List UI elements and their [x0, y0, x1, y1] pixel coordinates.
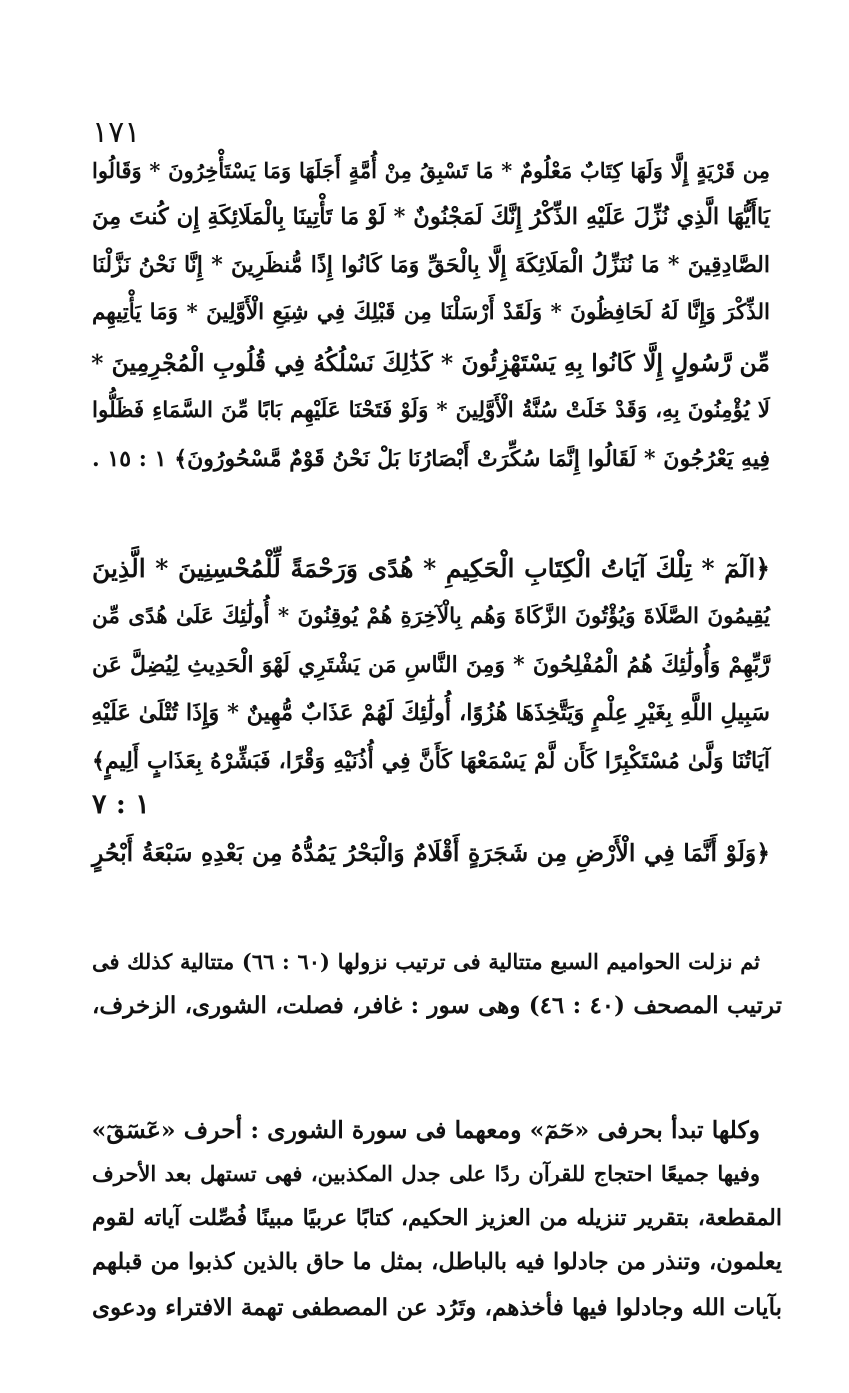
verse-line: يُقِيمُونَ الصَّلَاةَ وَيُؤْتُونَ الزَّكَاةَ وَهُم بِالْآخِرَةِ هُمْ يُوقِنُونَ * أُولَٰئِكَ عَلَىٰ هُدًى مِّن: [92, 604, 770, 629]
verse-line: لَا يُؤْمِنُونَ بِهِ، وَقَدْ خَلَتْ سُنَّةُ الْأَوَّلِينَ * وَلَوْ فَتَحْنَا عَلَيْهِم بَابًا مِّنَ السَّمَاءِ فَظَلُّوا: [92, 398, 770, 423]
verse-line: يَاأَيُّهَا الَّذِي نُزِّلَ عَلَيْهِ الذِّكْرُ إِنَّكَ لَمَجْنُونٌ * لَوْ مَا تَأْتِينَا بِالْمَلَائِكَةِ إِن كُنتَ مِنَ: [92, 204, 770, 230]
prose-line: ترتيب المصحف (٤٠ : ٤٦) وهى سور : غافر، فصلت، الشورى، الزخرف،: [92, 992, 782, 1019]
page-number: ١٧١: [92, 115, 141, 150]
verse-line: ﴿الٓمٓ * تِلْكَ آيَاتُ الْكِتَابِ الْحَكِيمِ * هُدًى وَرَحْمَةً لِّلْمُحْسِنِينَ * الَّذِينَ: [92, 554, 770, 583]
verse-line: مِن قَرْيَةٍ إِلَّا وَلَهَا كِتَابٌ مَعْلُومٌ * مَا تَسْبِقُ مِنْ أُمَّةٍ أَجَلَهَا وَمَا يَسْتَأْخِرُونَ * وَقَالُوا: [92, 158, 770, 183]
verse-line: الذِّكْرَ وَإِنَّا لَهُ لَحَافِظُونَ * وَلَقَدْ أَرْسَلْنَا مِن قَبْلِكَ فِي شِيَعِ الْأَوَّلِينَ * وَمَا يَأْتِيهِم: [92, 300, 770, 325]
verse-line: ﴿وَلَوْ أَنَّمَا فِي الْأَرْضِ مِن شَجَرَةٍ أَقْلَامٌ وَالْبَحْرُ يَمُدُّهُ مِن بَعْدِهِ سَبْعَةُ أَبْحُرٍ: [92, 839, 770, 867]
verse-line: فِيهِ يَعْرُجُونَ * لَقَالُوا إِنَّمَا سُكِّرَتْ أَبْصَارُنَا بَلْ نَحْنُ قَوْمٌ مَّسْحُورُونَ﴾ ١ : ١٥ .: [92, 446, 770, 472]
prose-line: يعلمون، وتنذر من جادلوا فيه بالباطل، بمثل ما حاق بالذين كذبوا من قبلهم: [92, 1249, 782, 1275]
verse-line: مِّن رَّسُولٍ إِلَّا كَانُوا بِهِ يَسْتَهْزِئُونَ * كَذَٰلِكَ نَسْلُكُهُ فِي قُلُوبِ الْمُجْرِمِينَ *: [91, 349, 770, 377]
verse-line: رَّبِّهِمْ وَأُولَٰئِكَ هُمُ الْمُفْلِحُونَ * وَمِنَ النَّاسِ مَن يَشْتَرِي لَهْوَ الْحَدِيثِ لِيُضِلَّ عَن: [92, 652, 770, 678]
prose-line: المقطعة، بتقرير تنزيله من العزيز الحكيم، كتابًا عربيًا مبينًا فُصِّلت آياته لقوم: [92, 1205, 782, 1231]
verse-line: سَبِيلِ اللَّهِ بِغَيْرِ عِلْمٍ وَيَتَّخِذَهَا هُزُوًا، أُولَٰئِكَ لَهُمْ عَذَابٌ مُّهِينٌ * وَإِذَا تُتْلَىٰ عَلَيْهِ: [91, 700, 770, 726]
prose-line: وفيها جميعًا احتجاج للقرآن ردًا على جدل المكذبين، فهى تستهل بعد الأحرف: [92, 1161, 760, 1186]
verse-line: آيَاتُنَا وَلَّىٰ مُسْتَكْبِرًا كَأَن لَّمْ يَسْمَعْهَا كَأَنَّ فِي أُذُنَيْهِ وَقْرًا، فَبَشِّرْهُ بِعَذَابٍ أَلِيمٍ﴾: [92, 748, 770, 774]
prose-line: ثم نزلت الحواميم السبع متتالية فى ترتيب نزولها (٦٠ : ٦٦) متتالية كذلك فى: [92, 949, 761, 974]
verse-line: الصَّادِقِينَ * مَا نُنَزِّلُ الْمَلَائِكَةَ إِلَّا بِالْحَقِّ وَمَا كَانُوا إِذًا مُّنظَرِينَ * إِنَّا نَحْنُ نَزَّلْنَا: [92, 252, 770, 278]
verse-reference: ١ : ٧: [92, 789, 150, 820]
prose-line: وكلها تبدأ بحرفى «حٓمٓ» ومعهما فى سورة الشورى : أحرف «عٓسٓقٓ»: [91, 1116, 760, 1144]
prose-line: بآيات الله وجادلوا فيها فأخذهم، وتَرُد عن المصطفى تهمة الافتراء ودعوى: [92, 1294, 782, 1321]
